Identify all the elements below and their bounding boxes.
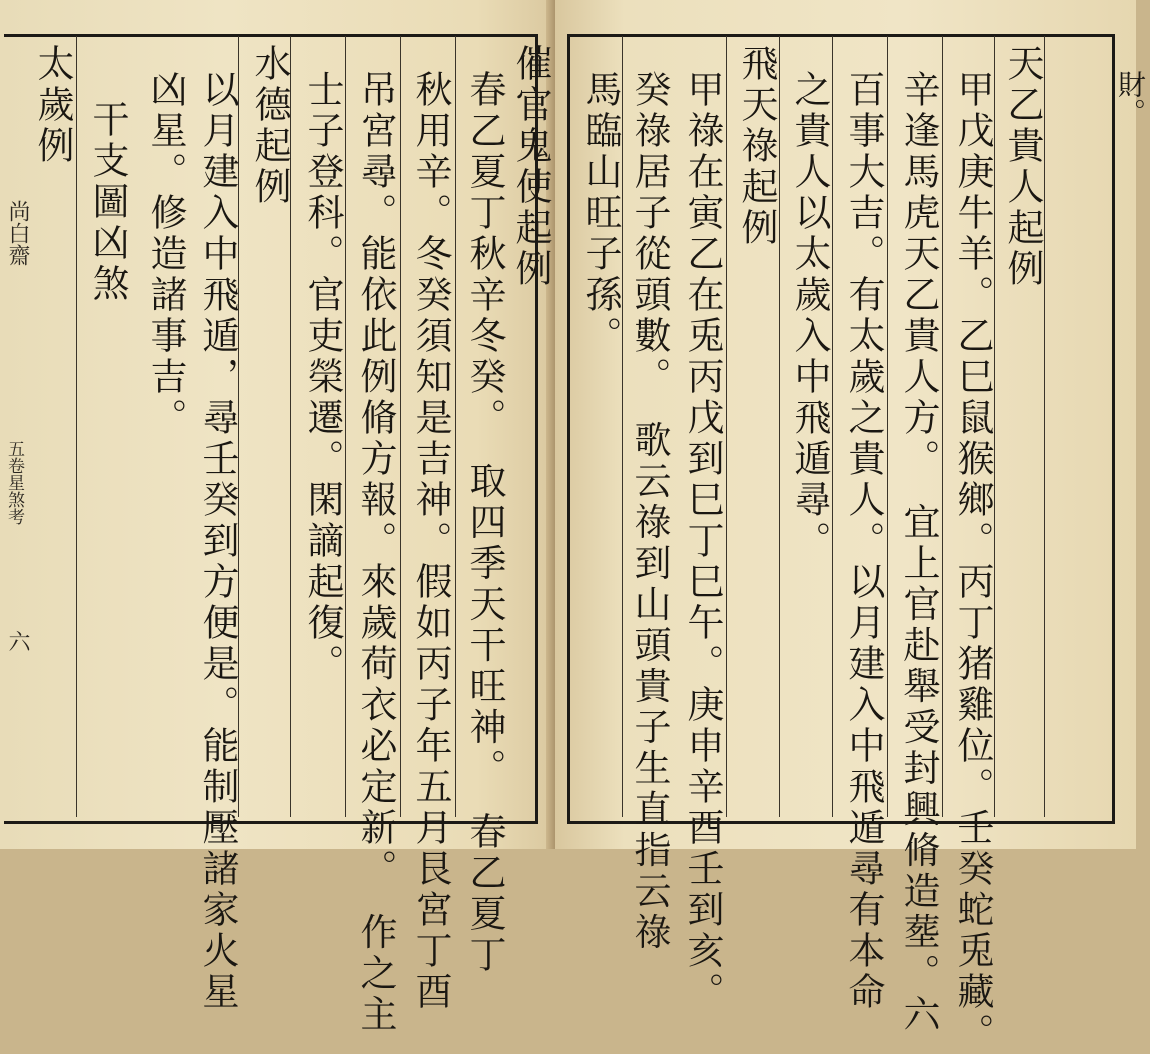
text-column: 辛逢馬虎天乙貴人方。 宜上官赴舉受封興脩造塟。六 <box>897 70 940 1036</box>
section-heading: 飛天祿起例 <box>735 44 778 249</box>
text-column: 秋用辛。冬癸須知是吉神。假如丙子年五月艮宮丁酉 <box>409 70 452 1013</box>
text-column: 馬臨山旺子孫。 <box>579 70 622 357</box>
column-divider <box>832 36 833 817</box>
book-title: 尚白齋 <box>5 200 30 266</box>
column-divider <box>942 36 943 817</box>
column-divider <box>622 36 623 817</box>
text-column: 之貴人以太歲入中飛遁尋。 <box>788 70 831 562</box>
column-divider <box>76 36 77 817</box>
folio-number: 六 <box>5 630 30 652</box>
text-column: 以月建入中飛遁，尋壬癸到方便是。能制壓諸家火星 <box>196 70 239 1013</box>
text-column: 百事大吉。有太歲之貴人。以月建入中飛遁尋有本命 <box>842 70 885 1013</box>
column-divider <box>345 36 346 817</box>
section-heading: 天乙貴人起例 <box>1001 44 1044 290</box>
column-divider <box>726 36 727 817</box>
text-column: 水德起例 <box>248 44 291 208</box>
volume-section: 五卷星煞考 <box>4 440 24 525</box>
text-column: 太歲例 <box>31 44 74 167</box>
text-column: 甲戊庚牛羊。乙巳鼠猴鄉。丙丁猪雞位。壬癸蛇兎藏。 <box>951 70 994 1054</box>
text-column: 凶星。修造諸事吉。 <box>144 70 187 439</box>
column-divider <box>455 36 456 817</box>
text-column: 春乙夏丁秋辛冬癸。 取四季天干旺神。 春乙夏丁 <box>463 70 506 976</box>
column-divider <box>779 36 780 817</box>
text-column: 士子登科。官吏榮遷。閑謫起復。 <box>301 70 344 685</box>
text-column: 癸祿居子從頭數。 歌云祿到山頭貴子生直指云祿 <box>628 70 671 954</box>
column-divider <box>1044 36 1045 817</box>
column-divider <box>400 36 401 817</box>
column-divider <box>887 36 888 817</box>
margin-note: 財。 <box>1114 70 1147 126</box>
text-column: 干支圖凶煞 <box>86 100 129 305</box>
text-column: 吊宮尋。能依此例脩方報。來歲荷衣必定新。 作之主 <box>354 70 397 1036</box>
section-heading: 催官鬼使起例 <box>509 44 552 290</box>
column-divider <box>994 36 995 817</box>
text-column: 甲祿在寅乙在兎丙戊到巳丁巳午。庚申辛酉壬到亥。 <box>681 70 724 1013</box>
